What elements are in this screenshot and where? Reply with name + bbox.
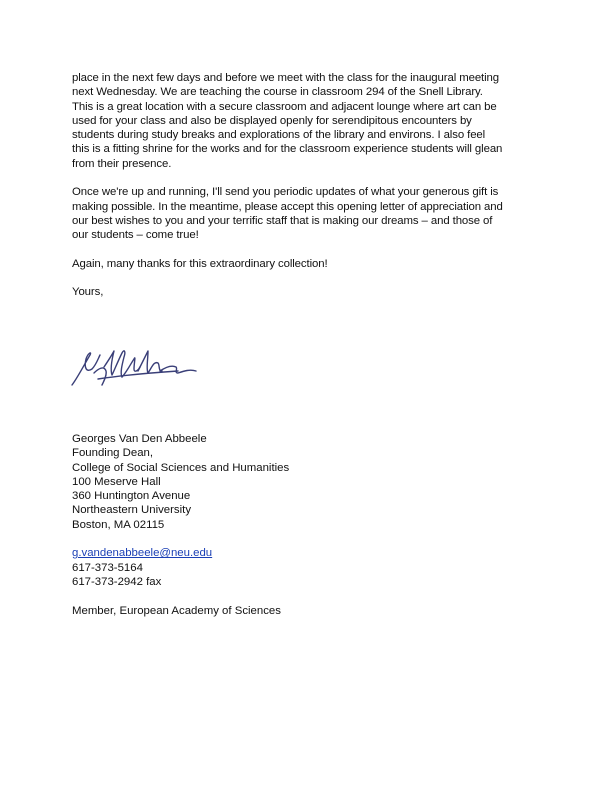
spacer bbox=[72, 589, 289, 603]
text-line: next Wednesday. We are teaching the course in classroom 294 of the Snell Library. bbox=[72, 86, 483, 99]
text-line: Once we're up and running, I'll send you periodic updates of what your generous gift is bbox=[72, 186, 499, 199]
text-line: making possible. In the meantime, please accept this opening letter of appreciation and bbox=[72, 200, 503, 213]
spacer bbox=[72, 532, 289, 546]
university-name: Northeastern University bbox=[72, 504, 192, 517]
paragraph-2 bbox=[72, 185, 542, 242]
text-line: place in the next few days and before we meet with the class for the inaugural meeting bbox=[72, 72, 500, 84]
paragraph-1 bbox=[72, 71, 542, 171]
membership-line: Member, European Academy of Sciences bbox=[72, 604, 281, 617]
text-line: Again, many thanks for this extraordinary collection! bbox=[72, 257, 328, 270]
text-line: used for your class and also be displayed openly for serendipitous encounters by bbox=[72, 114, 472, 127]
signer-college: College of Social Sciences and Humanities bbox=[72, 461, 290, 474]
text-line: our best wishes to you and your terrific staff that is making our dreams – and those of bbox=[72, 214, 493, 227]
phone-number: 617-373-5164 bbox=[72, 561, 143, 574]
email-link[interactable]: g.vandenabbeele@neu.edu bbox=[72, 547, 213, 560]
text-line: this is a fitting shrine for the works and for the classroom experience students will glean bbox=[72, 143, 503, 156]
letter-body bbox=[72, 71, 542, 314]
closing-text: Yours, bbox=[72, 286, 104, 299]
address-line-1: 100 Meserve Hall bbox=[72, 475, 161, 488]
signer-name: Georges Van Den Abbeele bbox=[72, 433, 207, 445]
text-line: students during study breaks and explorations of the library and environs. I also feel bbox=[72, 129, 486, 142]
text-line: This is a great location with a secure classroom and adjacent lounge where art can be bbox=[72, 100, 497, 113]
text-line: our students – come true! bbox=[72, 229, 199, 242]
city-state-zip: Boston, MA 02115 bbox=[72, 518, 165, 531]
signature-block bbox=[72, 432, 289, 618]
fax-number: 617-373-2942 fax bbox=[72, 575, 162, 588]
signer-title: Founding Dean, bbox=[72, 447, 154, 460]
text-line: from their presence. bbox=[72, 157, 172, 170]
address-line-2: 360 Huntington Avenue bbox=[72, 490, 191, 503]
paragraph-3 bbox=[72, 257, 542, 271]
handwritten-signature bbox=[68, 343, 218, 391]
closing bbox=[72, 285, 542, 299]
